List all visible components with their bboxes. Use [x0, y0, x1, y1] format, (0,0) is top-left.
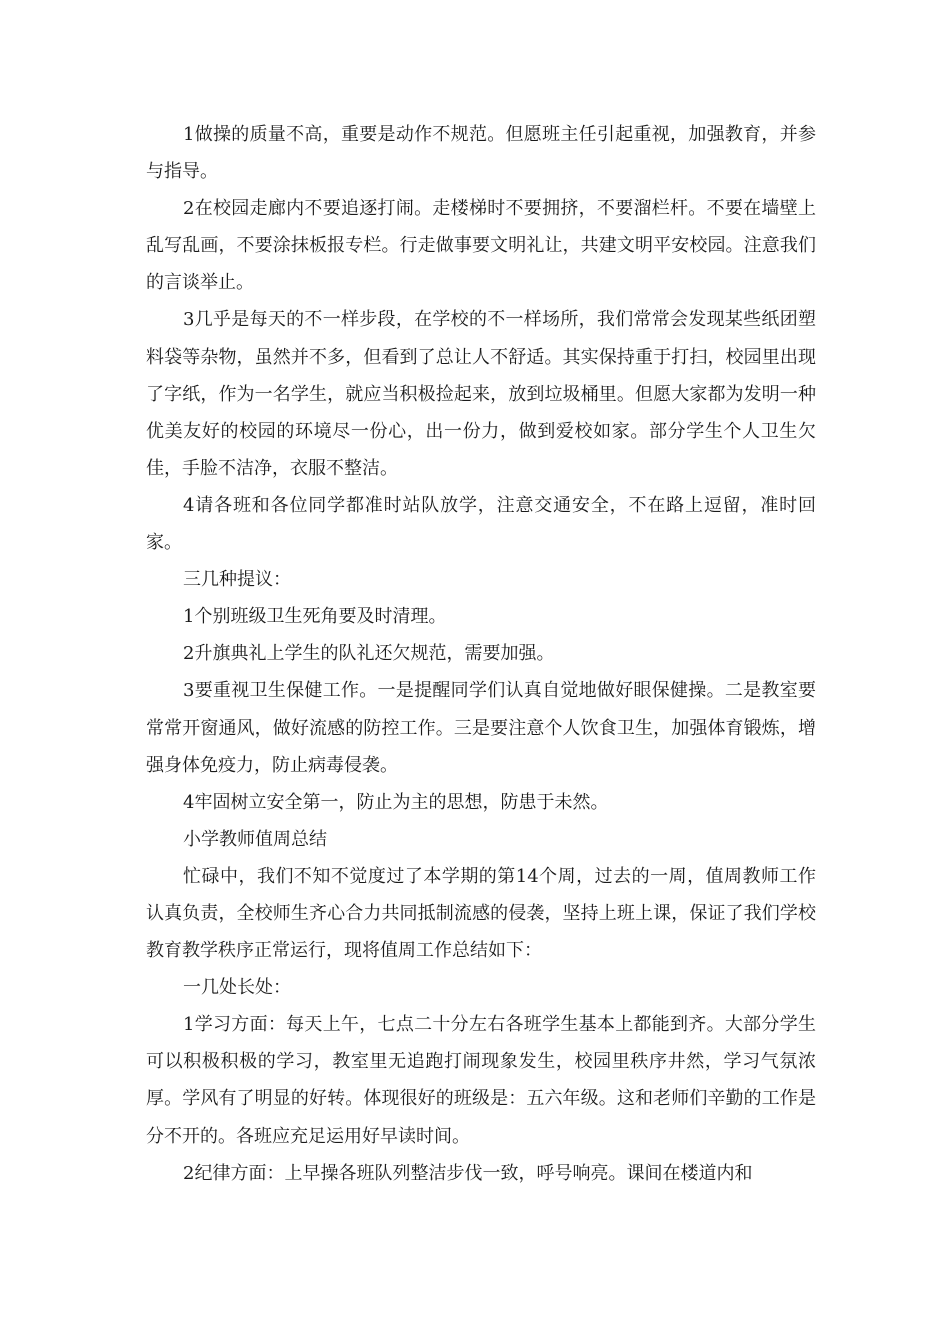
section-heading-strengths: 一几处长处：: [183, 977, 291, 999]
paragraph-intro: 忙碌中，我们不知不觉度过了本学期的第14个周，过去的一周，值周教师工作认真负责，全校师生齐心合力共同抵制流感的侵袭，坚持上班上课，保证了我们学校教育教学秩序正常运行，现将值周工作总结如下：: [146, 865, 816, 962]
paragraph-hygiene-corners: 1个别班级卫生死角要及时清理。: [183, 606, 447, 628]
paragraph-health-care: 3要重视卫生保健工作。一是提醒同学们认真自觉地做好眼保健操。二是教室要常常开窗通风，做好流感的防控工作。三是要注意个人饮食卫生，加强体育锻炼，增强身体免疫力，防止病毒侵袭。: [146, 680, 816, 776]
paragraph-corridor-rules: 2在校园走廊内不要追逐打闹。走楼梯时不要拥挤，不要溜栏杆。不要在墙壁上乱写乱画，不要涂抹板报专栏。行走做事要文明礼让，共建文明平安校园。注意我们的言谈举止。: [146, 198, 816, 294]
paragraph-safety-first: 4牢固树立安全第一，防止为主的思想，防患于未然。: [183, 791, 609, 813]
section-heading-suggestions: 三几种提议：: [183, 569, 291, 591]
paragraph-study: 1学习方面：每天上午，七点二十分左右各班学生基本上都能到齐。大部分学生可以积极积极的学习，教室里无追跑打闹现象发生，校园里秩序井然，学习气氛浓厚。学风有了明显的好转。体现很好的班级是：五六年级。这和老师们辛勤的工作是分不开的。各班应充足运用好早读时间。: [146, 1014, 816, 1147]
document-page: [146, 116, 816, 1192]
paragraph-litter: 3几乎是每天的不一样步段，在学校的不一样场所，我们常常会发现某些纸团塑料袋等杂物，虽然并不多，但看到了总让人不舒适。其实保持重于打扫，校园里出现了字纸，作为一名学生，就应当积极捡起来，放到垃圾桶里。但愿大家都为发明一种优美友好的校园的环境尽一份心，出一份力，做到爱校如家。部分学生个人卫生欠佳，手脸不洁净，衣服不整洁。: [146, 309, 816, 479]
paragraph-exercise-quality: 1做操的质量不高，重要是动作不规范。但愿班主任引起重视，加强教育，并参与指导。: [146, 124, 816, 183]
paragraph-flag-ceremony: 2升旗典礼上学生的队礼还欠规范，需要加强。: [183, 643, 555, 665]
document-title: 小学教师值周总结: [183, 828, 327, 850]
paragraph-dismissal: 4请各班和各位同学都准时站队放学，注意交通安全，不在路上逗留，准时回家。: [146, 494, 816, 554]
paragraph-discipline: 2纪律方面：上早操各班队列整洁步伐一致，呼号响亮。课间在楼道内和: [183, 1162, 753, 1184]
